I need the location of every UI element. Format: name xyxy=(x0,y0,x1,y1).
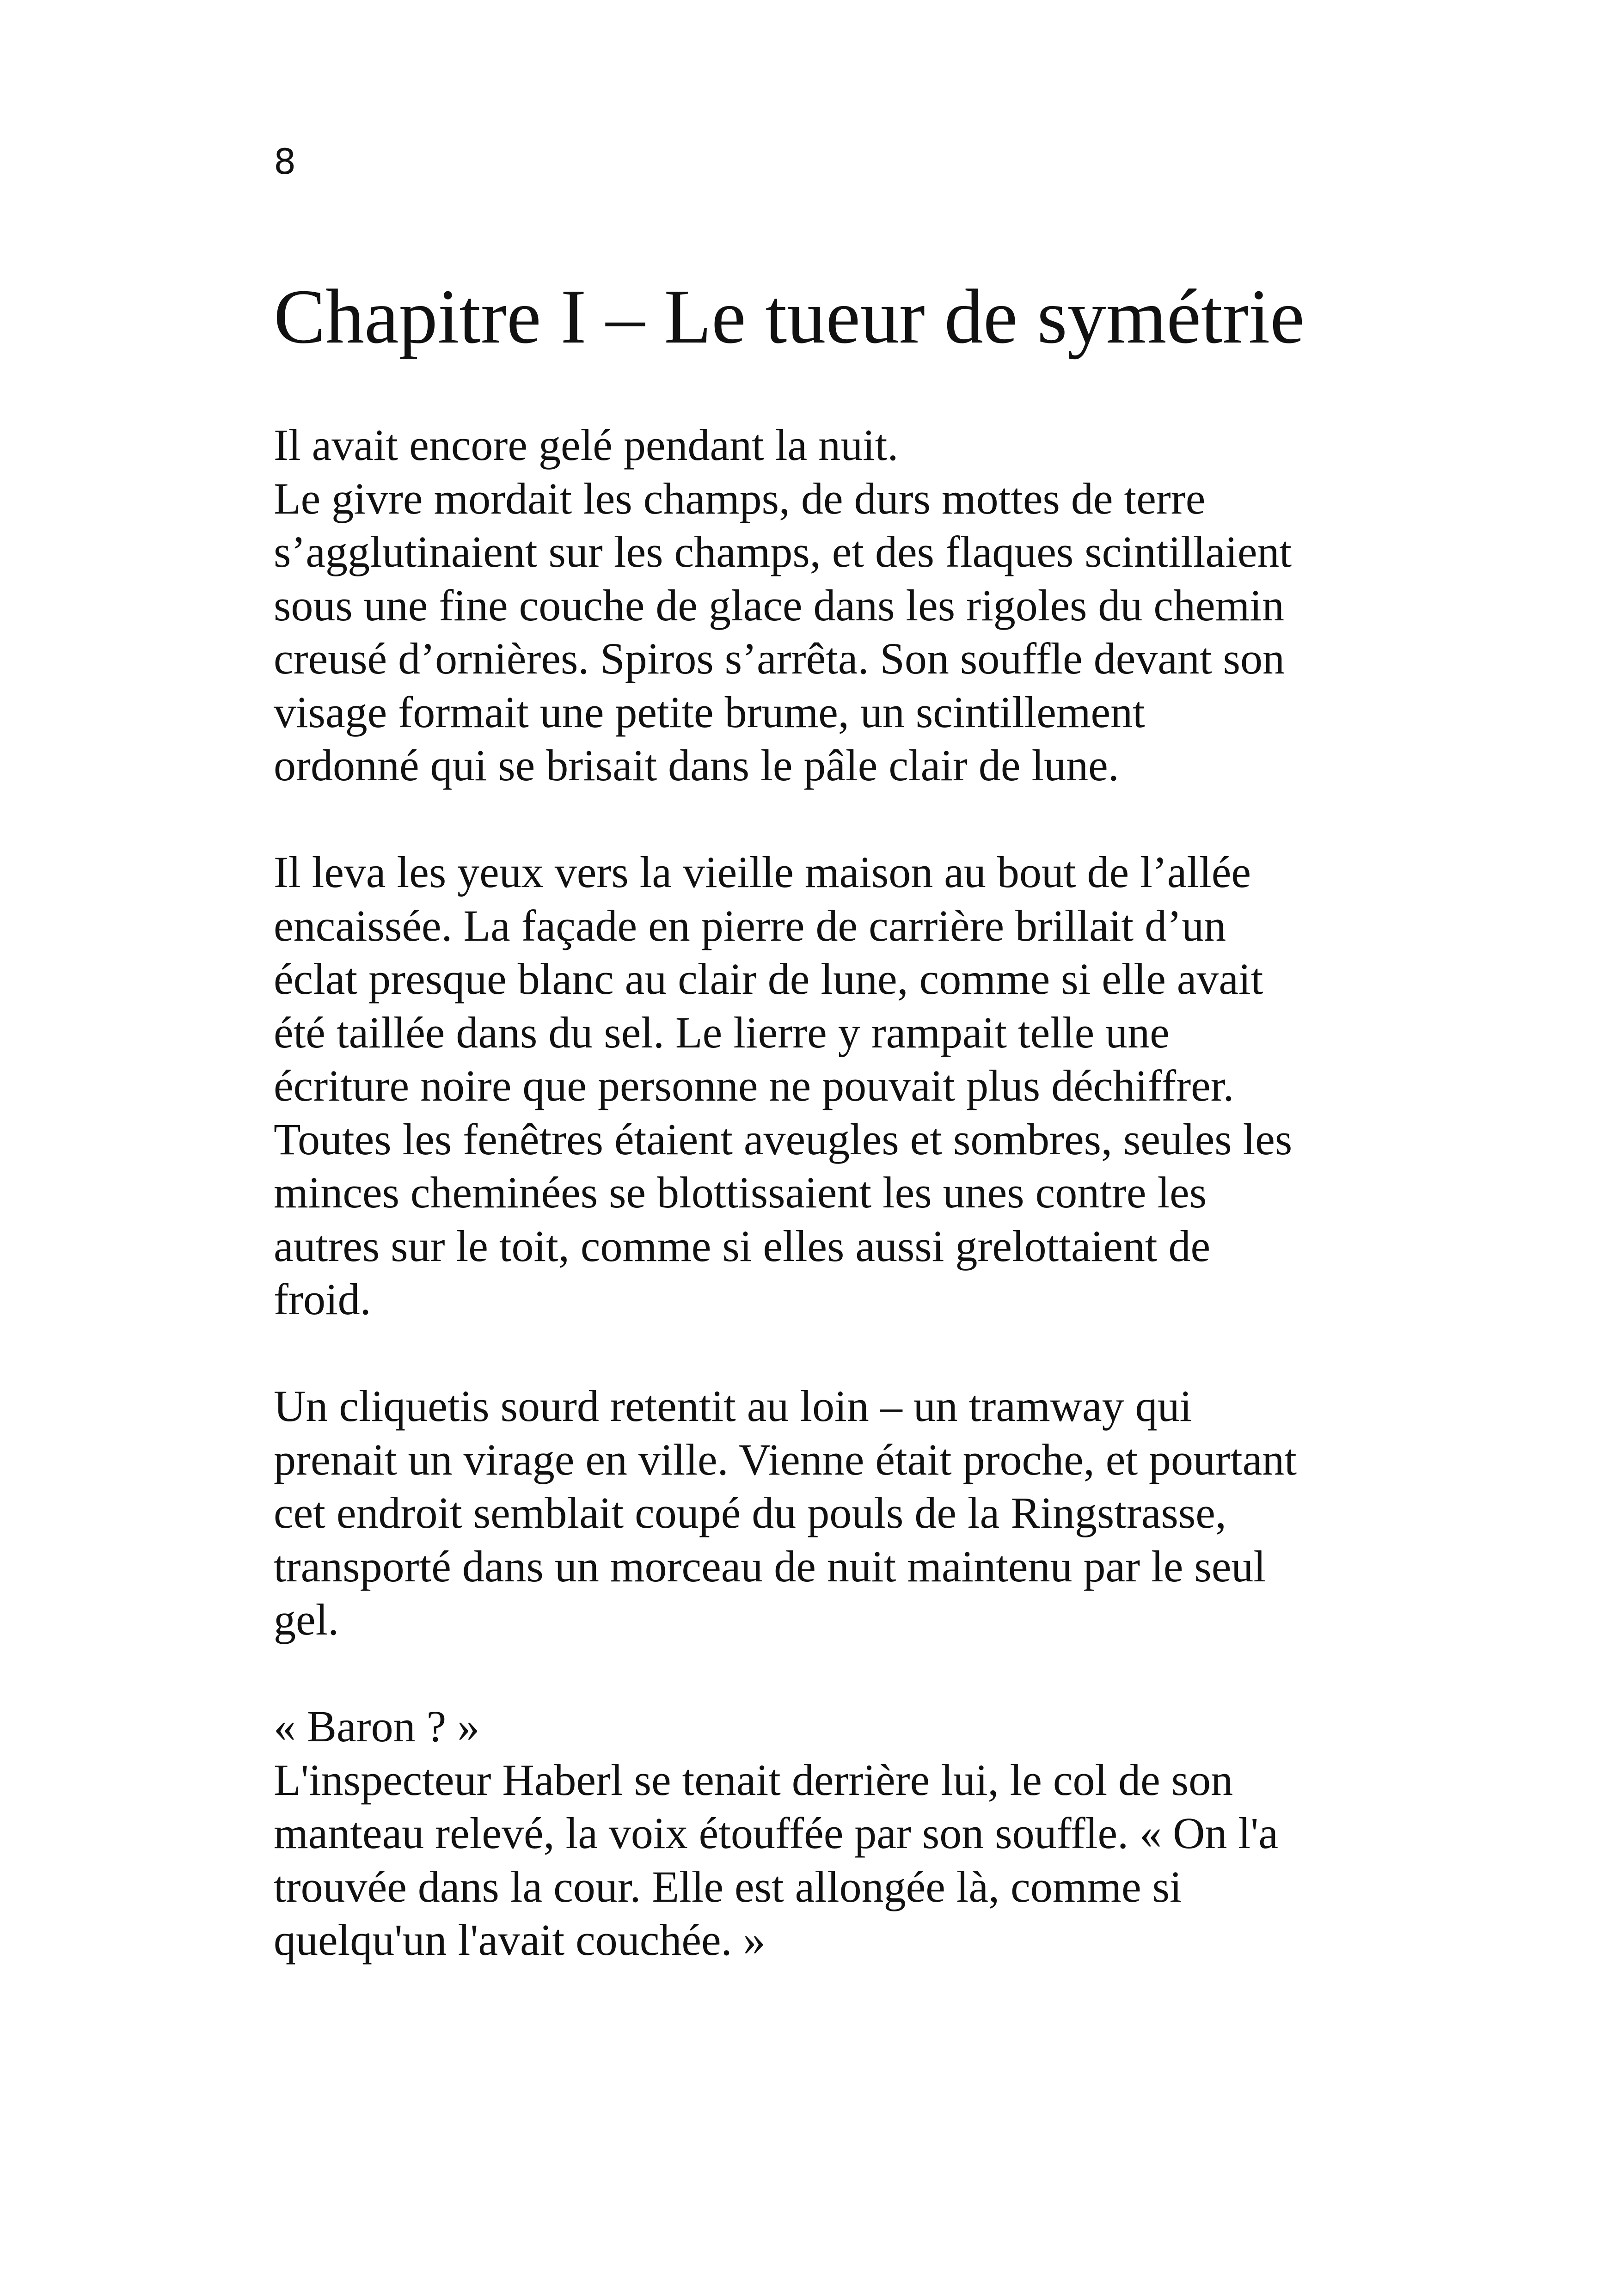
text-line: autres sur le toit, comme si elles aussi grelottaient de xyxy=(274,1221,1211,1271)
paragraph-1 xyxy=(274,418,1383,792)
chapter-title: Chapitre I – Le tueur de symétrie xyxy=(274,274,1305,360)
text-line: Un cliquetis sourd retentit au loin – un tramway qui xyxy=(274,1381,1192,1431)
text-line: ordonné qui se brisait dans le pâle clair de lune. xyxy=(274,741,1119,790)
text-line: Le givre mordait les champs, de durs mottes de terre xyxy=(274,473,1206,523)
text-line: transporté dans un morceau de nuit maintenu par le seul xyxy=(274,1541,1266,1591)
paragraph-2 xyxy=(274,845,1383,1326)
text-line: « Baron ? » xyxy=(274,1702,480,1751)
page-number: 8 xyxy=(274,141,296,182)
text-line: quelqu'un l'avait couchée. » xyxy=(274,1915,766,1965)
text-line: éclat presque blanc au clair de lune, comme si elle avait xyxy=(274,954,1263,1004)
text-line: encaissée. La façade en pierre de carrière brillait d’un xyxy=(274,900,1226,950)
paragraph-3 xyxy=(274,1379,1383,1647)
text-line: L'inspecteur Haberl se tenait derrière lui, le col de son xyxy=(274,1755,1233,1805)
text-line: été taillée dans du sel. Le lierre y rampait telle une xyxy=(274,1007,1170,1057)
text-line: froid. xyxy=(274,1274,371,1324)
text-line: trouvée dans la cour. Elle est allongée là, comme si xyxy=(274,1861,1182,1911)
text-line: minces cheminées se blottissaient les unes contre les xyxy=(274,1168,1207,1217)
text-line: gel. xyxy=(274,1595,339,1644)
text-line: visage formait une petite brume, un scintillement xyxy=(274,687,1145,737)
text-line: cet endroit semblait coupé du pouls de la Ringstrasse, xyxy=(274,1488,1226,1537)
text-line: Il leva les yeux vers la vieille maison au bout de l’allée xyxy=(274,847,1251,897)
body-text xyxy=(274,418,1383,2020)
text-line: manteau relevé, la voix étouffée par son souffle. « On l'a xyxy=(274,1808,1278,1858)
text-line: écriture noire que personne ne pouvait plus déchiffrer. xyxy=(274,1061,1234,1110)
text-line: sous une fine couche de glace dans les rigoles du chemin xyxy=(274,580,1284,630)
text-line: creusé d’ornières. Spiros s’arrêta. Son souffle devant son xyxy=(274,634,1285,683)
text-line: Il avait encore gelé pendant la nuit. xyxy=(274,420,899,470)
text-line: prenait un virage en ville. Vienne était proche, et pourtant xyxy=(274,1434,1297,1484)
text-line: Toutes les fenêtres étaient aveugles et sombres, seules les xyxy=(274,1114,1293,1164)
paragraph-4 xyxy=(274,1700,1383,1967)
text-line: s’agglutinaient sur les champs, et des flaques scintillaient xyxy=(274,527,1292,576)
